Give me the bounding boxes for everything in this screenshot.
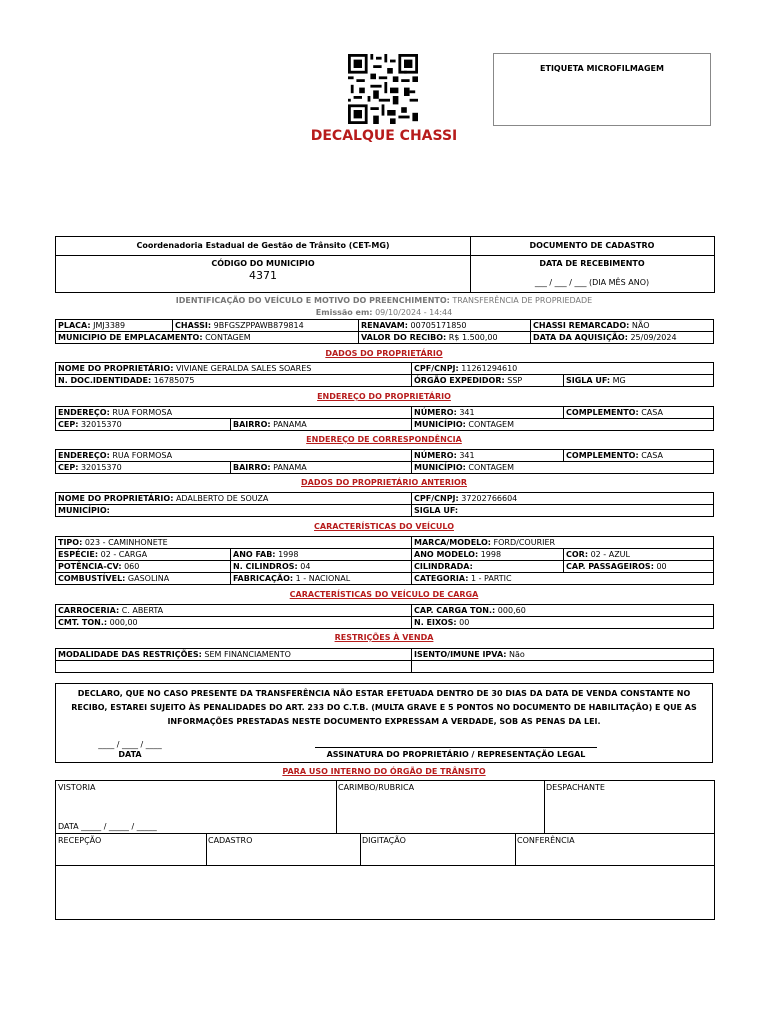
owner-table [55, 362, 714, 387]
signature-label: ASSINATURA DO PROPRIETÁRIO / REPRESENTAÇÃO LEGAL [326, 750, 586, 759]
corresp-bairro-cell: BAIRRO: PANAMA [231, 462, 412, 474]
digitacao-label: DIGITAÇÃO [362, 836, 406, 845]
cmt-cell: CMT. TON.: 000,00 [56, 617, 412, 629]
signature-line[interactable] [315, 747, 597, 748]
emission-line: Emissão em: 09/10/2024 - 14:44 [315, 308, 453, 317]
page-title: DECALQUE CHASSI [310, 128, 458, 144]
section-cargo: CARACTERÍSTICAS DO VEÍCULO DE CARGA [289, 590, 479, 599]
microfilm-label-box [493, 53, 711, 126]
section-address: ENDEREÇO DO PROPRIETÁRIO [317, 392, 451, 401]
municipio-code: 4371 [249, 269, 277, 282]
potencia-cell: POTÊNCIA-CV: 060 [56, 561, 231, 573]
restrictions-table [55, 648, 714, 673]
correspondence-table [55, 449, 714, 474]
corresp-municipio-cell: MUNICÍPIO: CONTAGEM [412, 462, 714, 474]
municipio-code-label: CÓDIGO DO MUNICIPIO [211, 259, 315, 268]
vistoria-label: VISTORIA [58, 783, 96, 792]
address-street-cell: ENDEREÇO: RUA FORMOSA [56, 407, 412, 419]
cor-cell: COR: 02 - AZUL [564, 549, 714, 561]
qr-code [346, 54, 420, 124]
categoria-cell: CATEGORIA: 1 - PARTIC [412, 573, 714, 585]
doc-type: DOCUMENTO DE CADASTRO [529, 241, 655, 250]
owner-orgao-cell: ÓRGÃO EXPEDIDOR: SSP [412, 375, 564, 387]
cap-carga-cell: CAP. CARGA TON.: 000,60 [412, 605, 714, 617]
address-municipio-cell: MUNICÍPIO: CONTAGEM [412, 419, 714, 431]
combustivel-cell: COMBUSTÍVEL: GASOLINA [56, 573, 231, 585]
previous-name-cell: NOME DO PROPRIETÁRIO: ADALBERTO DE SOUZA [56, 493, 412, 505]
marca-cell: MARCA/MODELO: FORD/COURIER [412, 537, 714, 549]
receipt-date-field[interactable]: ___ / ___ / ___ (DIA MÊS ANO) [534, 278, 650, 287]
address-table [55, 406, 714, 431]
previous-uf-cell: SIGLA UF: [412, 505, 714, 517]
section-previous-owner: DADOS DO PROPRIETÁRIO ANTERIOR [301, 478, 467, 487]
carimbo-label: CARIMBO/RUBRICA [338, 783, 415, 792]
corresp-number-cell: NÚMERO: 341 [412, 450, 564, 462]
corresp-cep-cell: CEP: 32015370 [56, 462, 231, 474]
address-bairro-cell: BAIRRO: PANAMA [231, 419, 412, 431]
ipva-cell: ISENTO/IMUNE IPVA: Não [412, 649, 714, 661]
ano-modelo-cell: ANO MODELO: 1998 [412, 549, 564, 561]
address-cep-cell: CEP: 32015370 [56, 419, 231, 431]
especie-cell: ESPÉCIE: 02 - CARGA [56, 549, 231, 561]
restriction-blank-cell [56, 661, 412, 673]
address-complement-cell: COMPLEMENTO: CASA [564, 407, 714, 419]
owner-uf-cell: SIGLA UF: MG [564, 375, 714, 387]
previous-cpf-cell: CPF/CNPJ: 37202766604 [412, 493, 714, 505]
address-number-cell: NÚMERO: 341 [412, 407, 564, 419]
agency-name: Coordenadoria Estadual de Gestão de Trânsito (CET-MG) [136, 241, 390, 250]
cargo-table [55, 604, 714, 629]
declaration-date-field[interactable]: ____ / ____ / ____ [98, 740, 162, 749]
section-owner: DADOS DO PROPRIETÁRIO [325, 349, 443, 358]
section-internal: PARA USO INTERNO DO ÓRGÃO DE TRÂNSITO [282, 767, 486, 776]
section-correspondence: ENDEREÇO DE CORRESPONDÊNCIA [306, 435, 462, 444]
declaration-text: DECLARO, QUE NO CASO PRESENTE DA TRANSFERÊNCIA NÃO ESTAR EFETUADA DENTRO DE 30 DIAS DA DATA DE VENDA CONSTANTE NO RECIBO, ESTAREI SUJEITO ÀS PENALIDADES DO ART. 233 DO C.T.B. (MULTA GRAVE E 5 PONTOS NO DOCUMENTO DE HABILITAÇÃO) E QUE AS INFORMAÇÕES PRESTADAS NESTE DOCUMENTO EXPRESSAM A VERDADE, SOB AS PENAS DA LEI. [71, 689, 697, 726]
vehicle-identification-table [55, 319, 714, 344]
carroceria-cell: CARROCERIA: C. ABERTA [56, 605, 412, 617]
tipo-cell: TIPO: 023 - CAMINHONETE [56, 537, 412, 549]
passageiros-cell: CAP. PASSAGEIROS: 00 [564, 561, 714, 573]
owner-doc-cell: N. DOC.IDENTIDADE: 16785075 [56, 375, 412, 387]
placa-cell: PLACA: JMJ3389 [56, 320, 173, 332]
vehicle-specs-table [55, 536, 714, 585]
internal-use-box [55, 780, 715, 920]
section-restrictions: RESTRIÇÕES À VENDA [334, 633, 434, 642]
municipio-emplacamento-cell: MUNICIPIO DE EMPLACAMENTO: CONTAGEM [56, 332, 359, 344]
previous-owner-table [55, 492, 714, 517]
cilindros-cell: N. CILINDROS: 04 [231, 561, 412, 573]
fabricacao-cell: FABRICAÇÃO: 1 - NACIONAL [231, 573, 412, 585]
chassi-cell: CHASSI: 9BFGSZPPAWB879814 [173, 320, 359, 332]
ano-fab-cell: ANO FAB: 1998 [231, 549, 412, 561]
valor-recibo-cell: VALOR DO RECIBO: R$ 1.500,00 [359, 332, 531, 344]
restriction-blank-cell [412, 661, 714, 673]
cilindrada-cell: CILINDRADA: [412, 561, 564, 573]
header-block [55, 236, 715, 293]
corresp-complement-cell: COMPLEMENTO: CASA [564, 450, 714, 462]
identification-line: IDENTIFICAÇÃO DO VEÍCULO E MOTIVO DO PREENCHIMENTO: TRANSFERÊNCIA DE PROPRIEDADE [175, 296, 593, 305]
restriction-mode-cell: MODALIDADE DAS RESTRIÇÕES: SEM FINANCIAMENTO [56, 649, 412, 661]
renavam-cell: RENAVAM: 00705171850 [359, 320, 531, 332]
section-vehicle-specs: CARACTERÍSTICAS DO VEÍCULO [314, 522, 454, 531]
microfilm-label: ETIQUETA MICROFILMAGEM [540, 64, 664, 73]
vistoria-date-field[interactable]: DATA _____ / _____ / _____ [58, 822, 157, 831]
owner-cpf-cell: CPF/CNPJ: 11261294610 [412, 363, 714, 375]
conferencia-label: CONFERÊNCIA [517, 836, 575, 845]
previous-municipio-cell: MUNICÍPIO: [56, 505, 412, 517]
eixos-cell: N. EIXOS: 00 [412, 617, 714, 629]
receipt-date-label: DATA DE RECEBIMENTO [539, 259, 645, 268]
cadastro-label: CADASTRO [208, 836, 253, 845]
owner-name-cell: NOME DO PROPRIETÁRIO: VIVIANE GERALDA SALES SOARES [56, 363, 412, 375]
declaration-date-label: DATA [118, 750, 142, 759]
recepcao-label: RECEPÇÃO [58, 836, 102, 845]
despachante-label: DESPACHANTE [546, 783, 605, 792]
corresp-street-cell: ENDEREÇO: RUA FORMOSA [56, 450, 412, 462]
data-aquisicao-cell: DATA DA AQUISIÇÃO: 25/09/2024 [531, 332, 714, 344]
chassi-remarcado-cell: CHASSI REMARCADO: NÃO [531, 320, 714, 332]
